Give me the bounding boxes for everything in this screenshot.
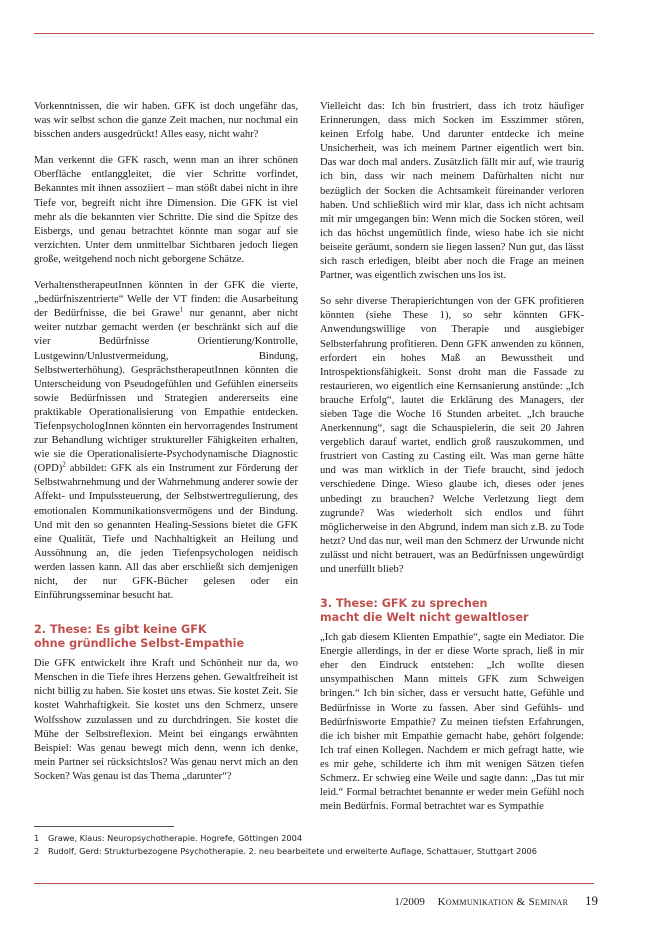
paragraph-text: abbildet: GFK als ein Instrument zur Förderung der Selbstwahrnehmung und der Wahrnehmung anderer sowie der Affekt- und Impulssteuerung, der Selbstwertregulierung, des emotionalen Kommunikationsvermögens und der Bindung. Und mit den so genannten Healing-Sessions bietet die GFK eine Qualität, Tiefe und Nachhaltigkeit an Heilung und Aussöhnung an, die jeden Tiefenpsychologen neidisch werden lassen kann. All das aber erschließt sich demjenigen nicht, der nur GFK-Bücher gelesen oder ein Einführungsseminar besucht hat. (34, 463, 298, 602)
top-rule (34, 33, 594, 34)
paragraph (34, 154, 298, 267)
paragraph-text: nur genannt, aber nicht weiter nutzbar gemacht werden (er beschränkt sich auf die vier Bedürfnisse Orientierung/Kontrolle, Lustgewinn/Unlustvermeidung, Bindung, Selbstwerterhöhung). GesprächstherapeutInnen könnten die Unterscheidung von Pseudogefühlen und Gefühlen einerseits sowie Bedürfnissen und Strategien andererseits eine praktikable Operationalisierung von Empathie entdecken. TiefenpsychologInnen könnten ein hervorragendes Instrument zur Behandlung wichtiger struktureller Fähigkeiten erhalten, wie sie die Operationalisierte-Psychodynamische Diagnostic (OPD) (34, 308, 298, 475)
page-number: 19 (585, 893, 598, 908)
footnote-divider (34, 826, 174, 827)
heading-line: ohne gründliche Selbst-Empathie (34, 637, 245, 651)
paragraph-text: VerhaltenstherapeutInnen könnten in der GFK die vierte, „bedürfniszentrierte“ Welle der VT finden: die Ausarbeitung der Bedürfnisse, die bei Grawe (34, 280, 298, 320)
heading-line: 2. These: Es gibt keine GFK (34, 623, 207, 637)
footnote-item (34, 845, 624, 858)
issue-number: 1/2009 (394, 896, 425, 908)
magazine-title: Kommunikation & Seminar (437, 896, 569, 908)
heading-line: 3. These: GFK zu sprechen (320, 597, 488, 611)
footnote-text: Grawe, Klaus: Neuropsychotherapie. Hogrefe, Göttingen 2004 (48, 833, 303, 843)
footnotes (34, 832, 624, 858)
section-heading (34, 623, 298, 651)
left-column (34, 100, 298, 796)
paragraph: Die GFK entwickelt ihre Kraft und Schönheit nur da, wo Menschen in die Tiefe ihres Herzens gehen. Gewaltfreiheit ist nicht billig zu haben. Sie kostet uns etwas. Sie kostet Zeit. Sie kostet Wahrhaftigkeit. Sie kostet uns den Schmerz, unsere Wolfsshow zuzulassen und zu durchdringen. Sie kostet die Mühe der Selbstreflexion. Meint bei eingangs erwähnten Beispiel: Was genau bewegt mich denn, wenn ich denke, mein Partner sei rücksichtslos? Was genau nervt mich an den Socken? Was genau ist das Thema „darunter“? (34, 658, 298, 782)
heading-line: macht die Welt nicht gewaltloser (320, 611, 529, 625)
footnote-ref[interactable]: 2 (62, 460, 66, 469)
footnote-ref[interactable]: 1 (179, 305, 184, 314)
footnote-text: Rudolf, Gerd: Strukturbezogene Psychotherapie. 2. neu bearbeitete und erweiterte Auflage, Schattauer, Stuttgart 2006 (48, 846, 537, 856)
paragraph: Vielleicht das: Ich bin frustriert, dass ich trotz häufiger Erinnerungen, dass mich Socken im Esszimmer stören, keinen Erfolg habe. Und darunter entdecke ich meine Unsicherheit, was ich meinem Partner eigentlich wert bin. Das war doch mal anders. Zusätzlich fällt mir auf, wie traurig ich bin, dass wir nach meinem Dafürhalten nicht nur bezüglich der Socken die Achtsamkeit füreinander verloren haben. Und schließlich wird mir klar, dass ich nicht achtsam mit mir umgegangen bin: Wenn mich die Socken stören, weil ich das höchst ungemütlich finde, wieso habe ich sie nicht beiseite geräumt, sondern sie liegen lassen? Nun gut, das lässt sich rasch erledigen, bleibt aber noch die Frage an meinen Partner, was eigentlich zwischen uns los ist. (320, 101, 584, 282)
right-column (320, 100, 584, 826)
paragraph: „Ich gab diesem Klienten Empathie“, sagte ein Mediator. Die Energie allerdings, in der er diese Worte sprach, ließ in mir eher den Eindruck entstehen: „Ich wollte diesen unsympathischen Mann mittels GFK zum Schweigen bringen.“ Ich bin sicher, dass er versucht hatte, Gefühle und Bedürfnisse in Worte zu fassen. Aber sind Gefühls- und Bedürfnisworte Empathie? Zu meinen tiefsten Erfahrungen, die ich bisher mit Empathie gemacht habe, gehört folgende: Ich traf einen Kollegen. Nachdem er mich gefragt hatte, wie es mir gehe, schilderte ich ihm mit wenigen Sätzen tiefen Schmerz. Er schwieg eine Weile und sagte dann: „Das tut mir leid.“ Formal betrachtet benannte er weder mein Gefühl noch mein Bedürfnis. Formal betrachtet war es Sympathie (320, 632, 584, 813)
section-heading (320, 597, 584, 625)
paragraph (34, 279, 298, 603)
footnote-number: 2 (34, 846, 40, 856)
bottom-rule (34, 883, 594, 884)
paragraph-text: Man verkennt die GFK rasch, wenn man an ihrer schönen Oberfläche entlanggleitet, die vier Schritte vorfindet, Bekanntes mit ihnen assoziiert – man stößt dabei nicht in ihre Tiefe vor, begreift nicht ihre Dimension. Die GFK ist viel mehr als die bekannten vier Schritte. Die sind die Spitze des Eisbergs, und genau betrachtet könnte man sogar auf sie verzichten. Unter dem unmittelbar Sichtbaren jedoch liegen große, weitgehend noch nicht geborgene Schätze. (34, 155, 298, 265)
paragraph: So sehr diverse Therapierichtungen von der GFK profitieren könnten (siehe These 1), so sehr könnten GFK-Anwendungswillige von Therapie und ausgiebiger Selbsterfahrung profitieren. Denn GFK anwenden zu können, erfordert ein hohes Maß an Bewusstheit und Introspektionsfähigkeit. Sonst droht man die Fassade zu restaurieren, wo eigentlich eine Kernsanierung anstünde: „Ich brauche Erfolg“, lautet die Erklärung des Managers, der sieben Tage die Woche 16 Stunden arbeitet. „Ich brauche Anerkennung“, sagt die Schauspielerin, die seit 20 Jahren vergeblich darauf wartet, endlich groß rauszukommen, und frustriert von Casting zu Casting eilt. Was man gerne hätte und was man wirklich in der Tiefe braucht, sind jedoch verschiedene Dinge. Wieso glaube ich, dieses oder jenes unbedingt zu brauchen? Welche Verletzung liegt dem zugrunde? Was wiederholt sich endlos und führt möglicherweise in den Abgrund, indem man sich z.B. zu Tode hetzt? Und das nur, weil man den Schmerz der Urwunde nicht zulässt und nicht betrauert, was an Bedürfnissen ungewürdigt und unerfüllt blieb? (320, 296, 584, 575)
footnote-item (34, 832, 624, 845)
footnote-number: 1 (34, 833, 40, 843)
page-footer (394, 893, 598, 909)
paragraph: Vorkenntnissen, die wir haben. GFK ist doch ungefähr das, was wir selbst schon die ganze Zeit machen, nur nochmal ein bisschen anders ausgedrückt! Alles easy, nicht wahr? (34, 101, 298, 141)
